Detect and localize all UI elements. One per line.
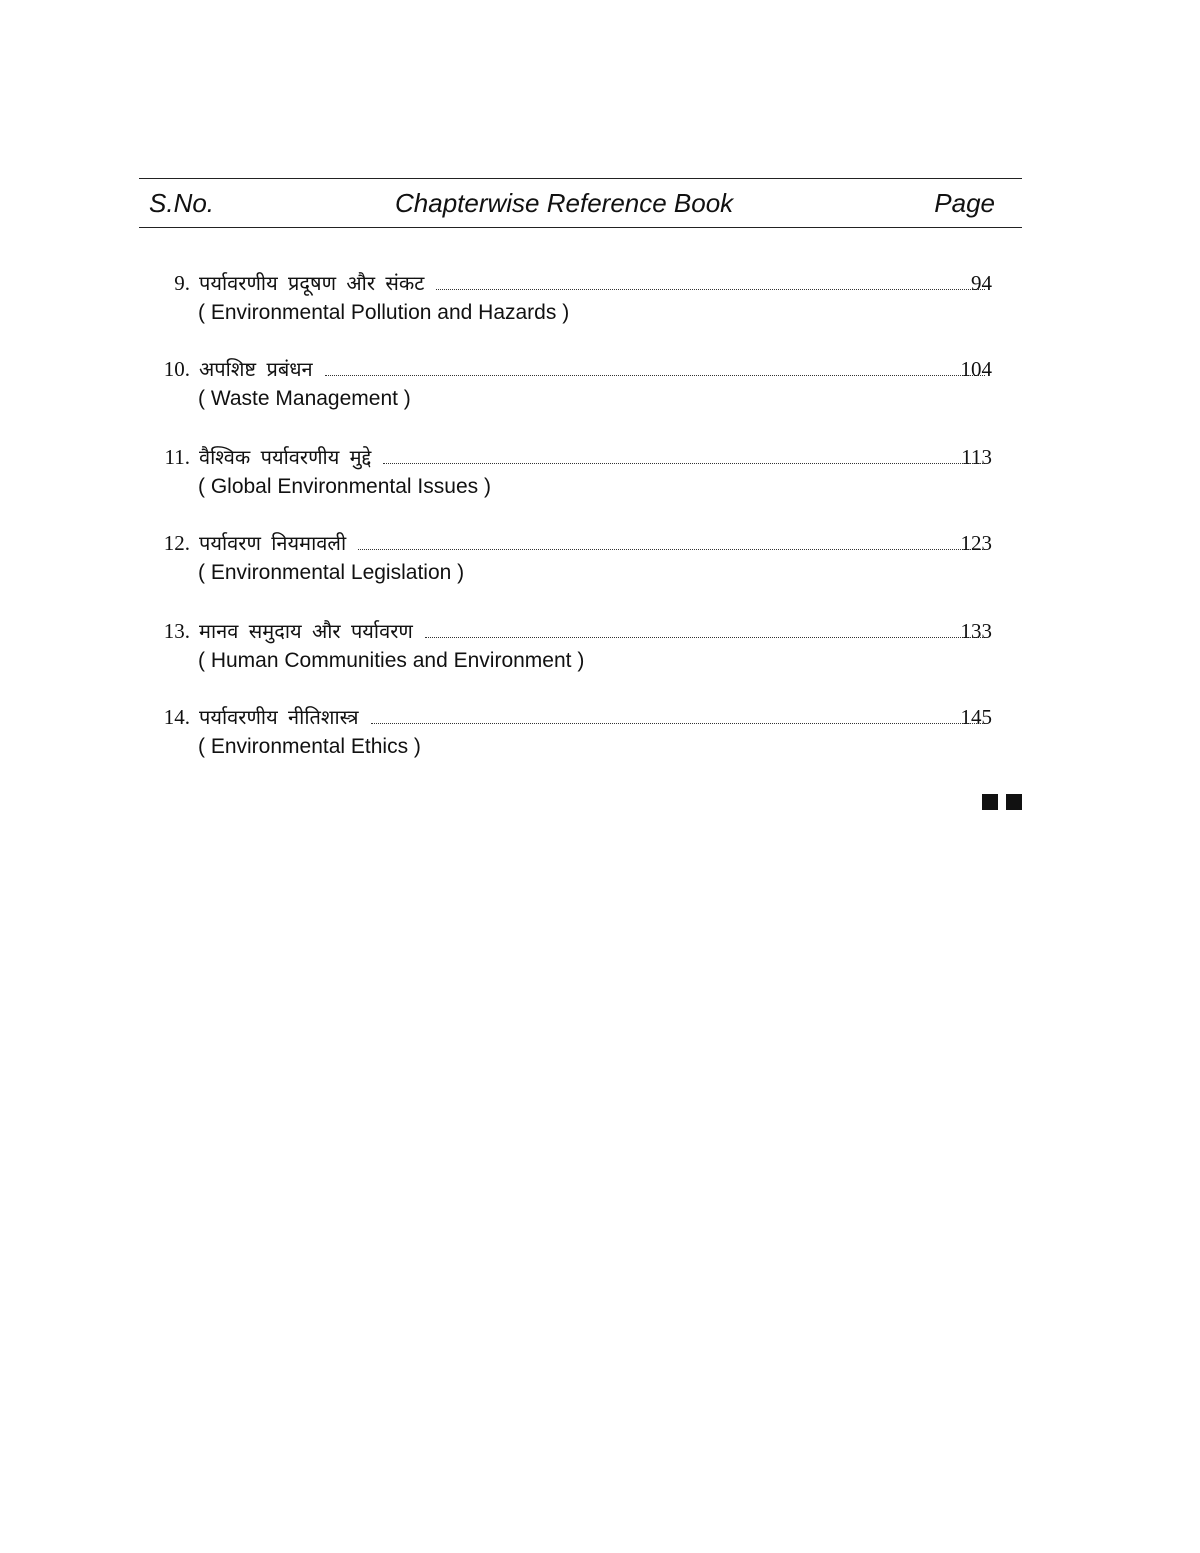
toc-entry <box>139 617 1022 681</box>
entry-title-line <box>199 355 991 383</box>
entry-english-title: ( Environmental Legislation ) <box>198 561 465 584</box>
dot-leader <box>383 443 985 464</box>
dot-leader <box>425 617 985 638</box>
page-column-heading: Page <box>934 188 995 218</box>
entry-hindi-title: पर्यावरणीय प्रदूषण और संकट <box>199 271 425 295</box>
entry-page-number: 123 <box>960 531 992 555</box>
entry-hindi-title: मानव समुदाय और पर्यावरण <box>199 619 413 643</box>
dot-leader <box>358 529 985 550</box>
book-title-heading: Chapterwise Reference Book <box>395 188 734 218</box>
entry-page-number: 104 <box>960 357 992 381</box>
entry-english-title: ( Human Communities and Environment ) <box>198 649 585 672</box>
entry-page-number: 133 <box>960 619 992 643</box>
entry-title-line <box>199 269 991 297</box>
end-square-icon <box>982 794 998 810</box>
toc-entry <box>139 529 1022 593</box>
entry-english-title: ( Global Environmental Issues ) <box>198 475 491 498</box>
entry-english-title: ( Environmental Pollution and Hazards ) <box>198 301 570 324</box>
entry-number: 10. <box>163 357 190 381</box>
dot-leader <box>436 269 985 290</box>
sno-column-heading: S.No. <box>149 188 215 218</box>
toc-header <box>139 178 1022 228</box>
entry-page-number: 145 <box>960 705 992 729</box>
entry-title-line <box>199 617 991 645</box>
entry-number: 12. <box>163 531 190 555</box>
entry-page-number: 113 <box>961 445 992 469</box>
entry-english-title: ( Waste Management ) <box>198 387 411 410</box>
dot-leader <box>371 703 986 724</box>
entry-number: 14. <box>163 705 190 729</box>
entry-hindi-title: अपशिष्ट प्रबंधन <box>199 357 313 381</box>
entry-hindi-title: पर्यावरण नियमावली <box>199 531 347 555</box>
entry-hindi-title: वैश्विक पर्यावरणीय मुद्दे <box>199 445 372 469</box>
entry-hindi-title: पर्यावरणीय नीतिशास्त्र <box>199 705 359 729</box>
entry-title-line <box>199 703 991 731</box>
toc-entry <box>139 269 1022 333</box>
end-square-icon <box>1006 794 1022 810</box>
entry-number: 13. <box>163 619 190 643</box>
toc-entry <box>139 355 1022 419</box>
toc-entry <box>139 703 1022 767</box>
dot-leader <box>325 355 985 376</box>
entry-number: 11. <box>164 445 190 469</box>
entry-title-line <box>199 529 991 557</box>
toc-entry <box>139 443 1022 507</box>
entry-title-line <box>199 443 991 471</box>
entry-page-number: 94 <box>971 271 992 295</box>
entry-english-title: ( Environmental Ethics ) <box>198 735 421 758</box>
entry-number: 9. <box>174 271 190 295</box>
